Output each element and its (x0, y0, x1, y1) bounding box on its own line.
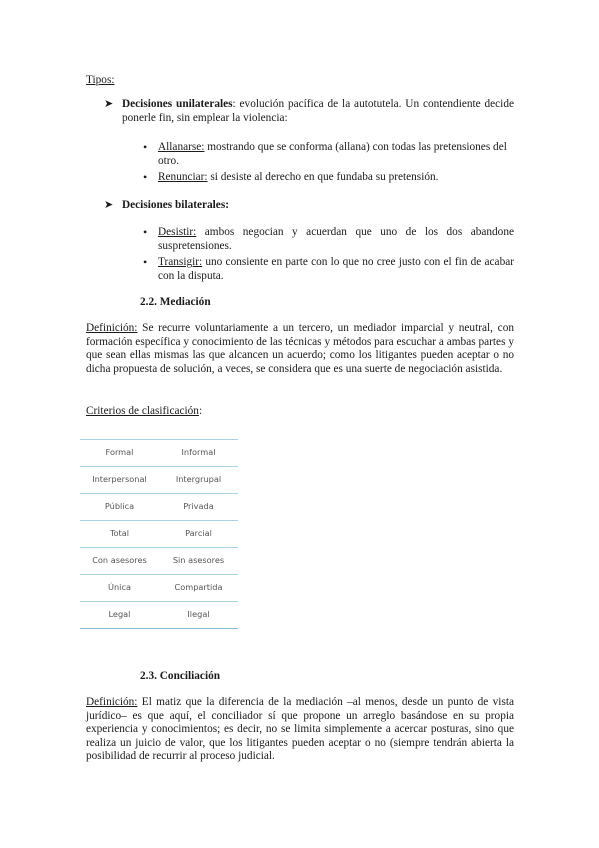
conciliacion-heading: 2.3. Conciliación (140, 670, 221, 682)
table-cell: Intergrupal (159, 467, 238, 494)
unilaterales-desc: : evolución pacífica de la autotutela. Un contendiente decide ponerle fin, sin emplear la violencia: (122, 98, 514, 124)
list-item (158, 171, 516, 185)
table-cell: Parcial (159, 521, 238, 548)
table-row (80, 494, 238, 521)
definition-label: Definición: (86, 696, 138, 708)
unilaterales-paragraph (122, 98, 514, 125)
table-cell: Formal (80, 440, 159, 467)
criterios-table (80, 439, 238, 629)
table-row (80, 602, 238, 629)
table-cell: Total (80, 521, 159, 548)
table-row (80, 467, 238, 494)
mediacion-heading: 2.2. Mediación (140, 296, 211, 308)
table-cell: Legal (80, 602, 159, 629)
table-row (80, 548, 238, 575)
table-cell: Sin asesores (159, 548, 238, 575)
term-transigir: Transigir: (158, 256, 203, 268)
table-row (80, 521, 238, 548)
list-item (158, 141, 516, 168)
bilaterales-title: Decisiones bilaterales: (122, 199, 229, 211)
criterios-text: Criterios de clasificación (86, 405, 199, 417)
criterios-label (86, 405, 202, 419)
table-cell: Con asesores (80, 548, 159, 575)
bullet-icon: • (143, 140, 148, 154)
table-cell: Interpersonal (80, 467, 159, 494)
term-renunciar: Renunciar: (158, 171, 208, 183)
term-allanarse: Allanarse: (158, 141, 205, 153)
term-text: uno consiente en parte con lo que no cree justo con el fin de acabar con la disputa. (158, 256, 514, 282)
definition-text: Se recurre voluntariamente a un tercero, un mediador imparcial y neutral, con formación específica y conocimiento de las técnicas y métodos para escuchar a ambas partes y que sean ellas mismas las que alcancen un acuerdo; como los litigantes pueden aceptar o no dicha propuesta de solución, a veces, se considera que es una suerte de negociación asistida. (86, 322, 514, 375)
bullet-icon: • (143, 255, 148, 269)
arrow-bullet-icon: ➤ (104, 98, 114, 110)
unilaterales-title: Decisiones unilaterales (122, 98, 233, 110)
table-row (80, 575, 238, 602)
bullet-icon: • (143, 170, 148, 184)
definition-label: Definición: (86, 322, 138, 334)
table-cell: Privada (159, 494, 238, 521)
table-cell: Pública (80, 494, 159, 521)
mediacion-definition (86, 322, 514, 376)
arrow-bullet-icon: ➤ (104, 199, 114, 211)
list-item (158, 226, 514, 253)
term-desistir: Desistir: (158, 226, 197, 238)
definition-text: El matiz que la diferencia de la mediación –al menos, desde un punto de vista jurídico– es que aquí, el conciliador sí que propone un arreglo basándose en su propia experiencia y conocimientos; es decir, no se limita simplemente a acercar posturas, sino que realiza un juicio de valor, que los litigantes pueden aceptar o no (siempre tendrán abierta la posibilidad de recurrir al proceso judicial. (86, 696, 514, 763)
term-text: si desiste al derecho en que fundaba su pretensión. (207, 171, 439, 183)
tipos-heading: Tipos: (86, 74, 115, 86)
term-text: ambos negocian y acuerdan que uno de los dos abandone suspretensiones. (158, 226, 514, 252)
term-text: mostrando que se conforma (allana) con todas las pretensiones del otro. (158, 141, 507, 167)
table-cell: Ilegal (159, 602, 238, 629)
conciliacion-definition (86, 696, 514, 764)
table-cell: Única (80, 575, 159, 602)
table-cell: Compartida (159, 575, 238, 602)
table-row (80, 440, 238, 467)
list-item (158, 256, 514, 283)
criterios-colon: : (198, 405, 203, 417)
bullet-icon: • (143, 225, 148, 239)
table-cell: Informal (159, 440, 238, 467)
